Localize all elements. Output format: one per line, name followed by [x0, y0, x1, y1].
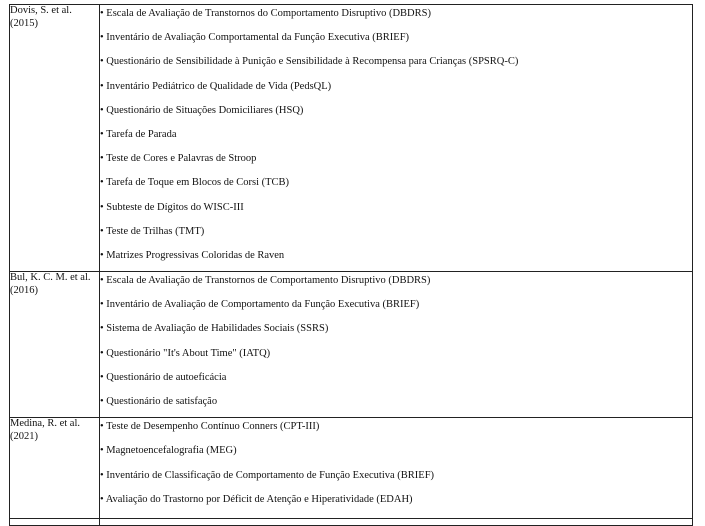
instruments-cell: [100, 418, 693, 519]
instruments-cell: [100, 5, 693, 272]
list-item: • Teste de Cores e Palavras de Stroop: [100, 153, 257, 165]
list-item: • Questionário "It's About Time" (IATQ): [100, 347, 271, 359]
list-item: • Escala de Avaliação de Transtornos de Comportamento Disruptivo (DBDRS): [100, 275, 431, 287]
table-row: [10, 272, 693, 418]
list-item: • Questionário de autoeficácia: [100, 371, 227, 383]
list-item: • Subteste de Dígitos do WISC-III: [100, 201, 244, 213]
author-cell: Medina, R. et al. (2021): [10, 418, 100, 519]
table-row: [10, 5, 693, 272]
list-item: • Inventário Pediátrico de Qualidade de Vida (PedsQL): [100, 80, 332, 92]
author-cell: [10, 519, 100, 526]
table-row: [10, 418, 693, 519]
author-cell: Bul, K. C. M. et al. (2016): [10, 272, 100, 418]
studies-instruments-table: [9, 4, 693, 526]
list-item: • Avaliação do Trastorno por Déficit de Atenção e Hiperatividade (EDAH): [100, 493, 413, 505]
instrument-list: [100, 272, 692, 417]
list-item: • Magnetoencefalografia (MEG): [100, 445, 237, 457]
instrument-list: [100, 5, 692, 271]
list-item: • Sistema de Avaliação de Habilidades Sociais (SSRS): [100, 323, 329, 335]
list-item: • Questionário de Situações Domiciliares (HSQ): [100, 104, 304, 116]
table-row: [10, 519, 693, 526]
list-item: • Teste de Desempenho Contínuo Conners (CPT-III): [100, 421, 320, 433]
list-item: • Questionário de satisfação: [100, 396, 218, 407]
instruments-cell: [100, 272, 693, 418]
instrument-list: [100, 418, 692, 515]
author-cell: Dovis, S. et al. (2015): [10, 5, 100, 272]
list-item: • Tarefa de Toque em Blocos de Corsi (TCB): [100, 177, 290, 189]
list-item: • Matrizes Progressivas Coloridas de Raven: [100, 249, 285, 261]
list-item: • Questionário de Sensibilidade à Punição e Sensibilidade à Recompensa para Crianças (SPSRQ-C): [100, 56, 519, 68]
list-item: • Teste de Trilhas (TMT): [100, 225, 205, 237]
list-item: • Escala de Avaliação de Transtornos do Comportamento Disruptivo (DBDRS): [100, 8, 431, 19]
list-item: • Inventário de Classificação de Comportamento de Função Executiva (BRIEF): [100, 469, 435, 481]
list-item: • Inventário de Avaliação de Comportamento da Função Executiva (BRIEF): [100, 299, 420, 311]
list-item: • Inventário de Avaliação Comportamental da Função Executiva (BRIEF): [100, 32, 410, 44]
list-item: • Tarefa de Parada: [100, 128, 177, 140]
instruments-cell: [100, 519, 693, 526]
